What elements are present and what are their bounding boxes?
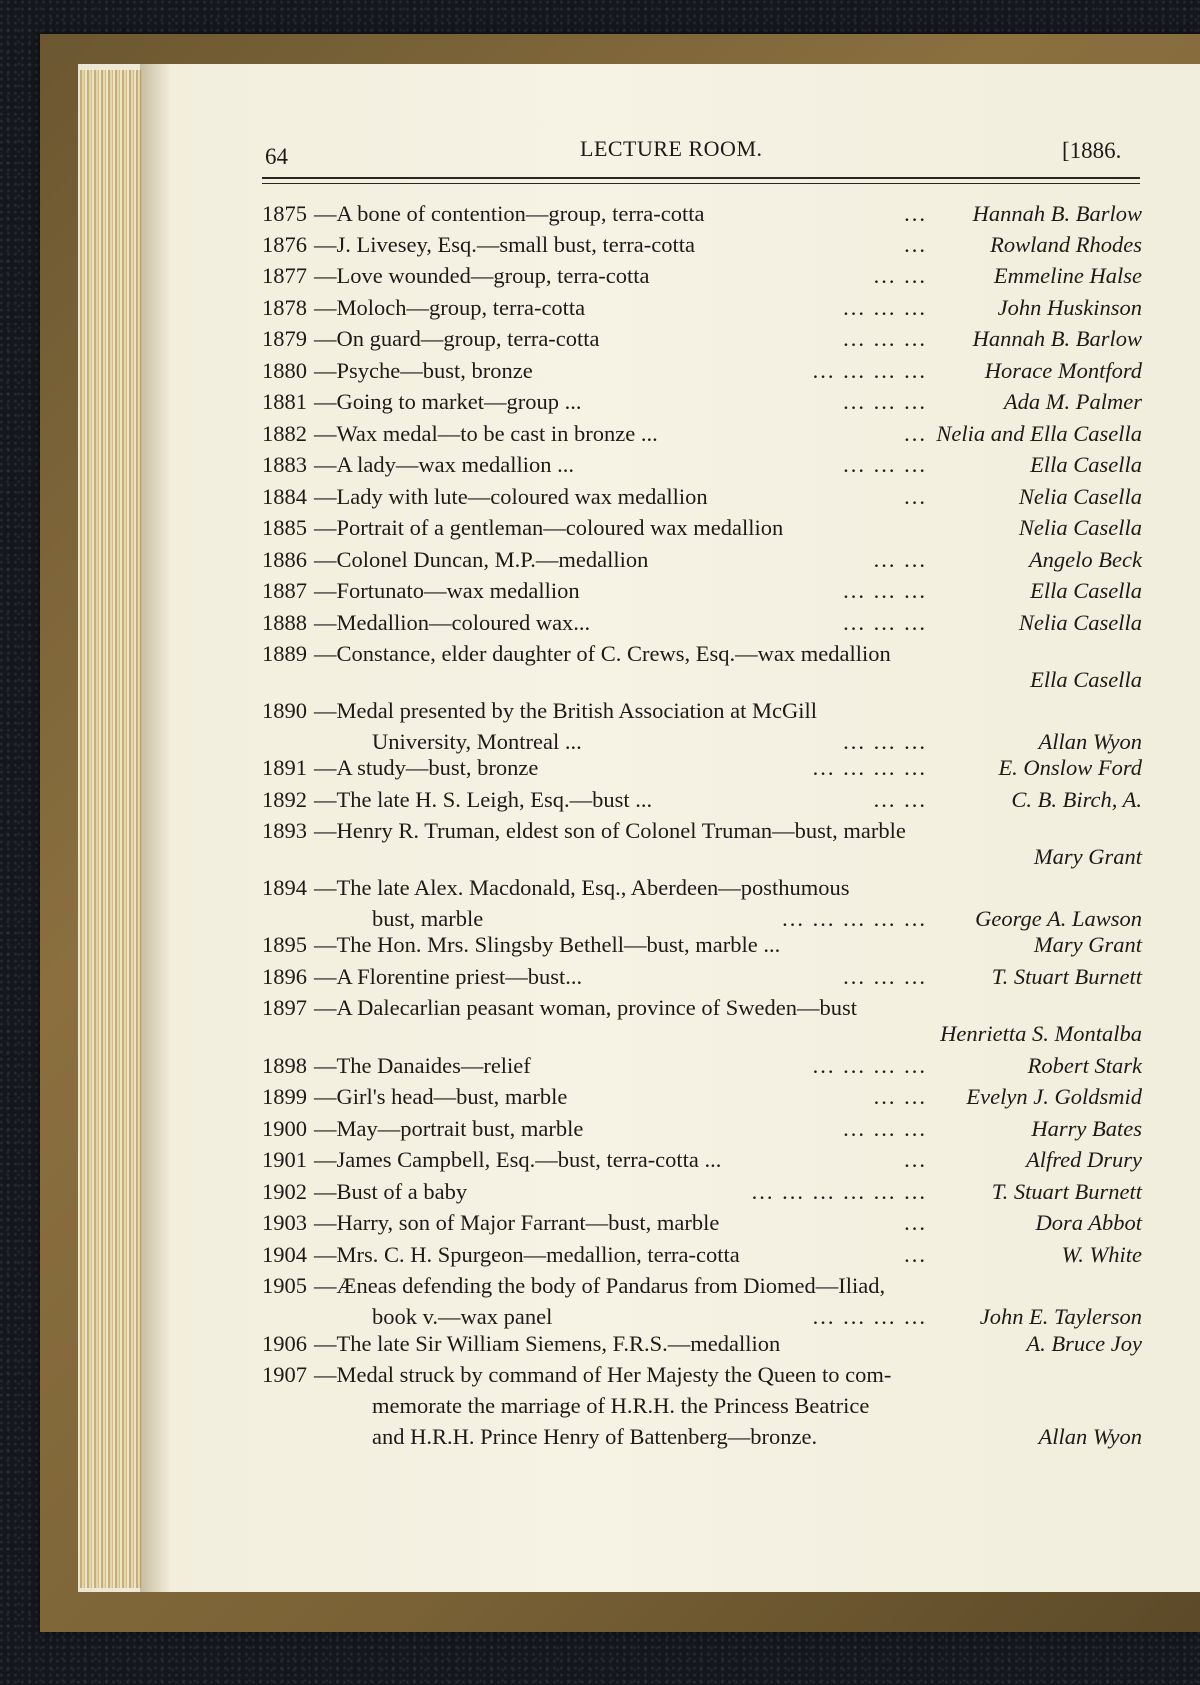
leader-dots: ... (904, 1147, 927, 1172)
entry-number: 1888 (262, 610, 307, 635)
catalogue-entry (262, 752, 1142, 783)
artist-name: Ella Casella (1030, 667, 1142, 692)
leader-dots: ... ... ... ... (812, 1304, 927, 1329)
entry-title: —Medallion—coloured wax... (314, 610, 591, 635)
artist-name: A. Bruce Joy (1026, 1331, 1142, 1356)
artist-name: Hannah B. Barlow (972, 326, 1142, 351)
artist-name: Horace Montford (984, 358, 1142, 383)
entry-number: 1879 (262, 326, 307, 351)
entry-number: 1900 (262, 1116, 307, 1141)
leader-dots: ... (904, 232, 927, 257)
entry-title-continued: memorate the marriage of H.R.H. the Princess Beatrice (372, 1393, 870, 1418)
artist-name: Robert Stark (1027, 1053, 1142, 1078)
entry-number: 1883 (262, 452, 307, 477)
leader-dots: ... (904, 421, 927, 446)
entry-title: —Fortunato—wax medallion (314, 578, 580, 603)
entry-number: 1901 (262, 1147, 307, 1172)
artist-name: Hannah B. Barlow (972, 201, 1142, 226)
entry-title: —Bust of a baby (314, 1179, 468, 1204)
catalogue-entry (262, 1207, 1142, 1238)
catalogue-entry (262, 929, 1142, 960)
artist-name: Mary Grant (1033, 844, 1142, 869)
entry-title: —Psyche—bust, bronze (314, 358, 533, 383)
leader-dots: ... ... ... ... (812, 755, 927, 780)
catalogue-entry (262, 512, 1142, 543)
entry-title: —Lady with lute—coloured wax medallion (314, 484, 708, 509)
entry-number: 1896 (262, 964, 307, 989)
catalogue-entry (262, 638, 1142, 695)
catalogue-entry (262, 1270, 1142, 1332)
leader-dots: ... ... (873, 787, 927, 812)
catalogue-entry (262, 872, 1142, 934)
entry-title-continued: and H.R.H. Prince Henry of Battenberg—bronze. (372, 1424, 818, 1449)
entry-number: 1887 (262, 578, 307, 603)
entry-number: 1878 (262, 295, 307, 320)
artist-name: John Huskinson (997, 295, 1142, 320)
entry-title: —A Dalecarlian peasant woman, province of Sweden—bust (314, 995, 857, 1020)
entry-title: —A lady—wax medallion ... (314, 452, 574, 477)
leader-dots: ... ... ... (843, 452, 927, 477)
entry-title-continued: University, Montreal ... (372, 729, 582, 754)
leader-dots: ... ... (873, 263, 927, 288)
running-title: LECTURE ROOM. (580, 136, 763, 161)
artist-name: Nelia Casella (1018, 610, 1142, 635)
catalogue-entry (262, 1359, 1142, 1452)
entry-title: —J. Livesey, Esq.—small bust, terra-cotta (314, 232, 695, 257)
leader-dots: ... ... (873, 547, 927, 572)
entry-title-continued: book v.—wax panel (372, 1304, 553, 1329)
entry-number: 1899 (262, 1084, 307, 1109)
entry-number: 1882 (262, 421, 307, 446)
leader-dots: ... ... ... (843, 1116, 927, 1141)
entry-title: —James Campbell, Esq.—bust, terra-cotta ... (314, 1147, 722, 1172)
entry-title: —The late H. S. Leigh, Esq.—bust ... (314, 787, 653, 812)
entry-number: 1907 (262, 1362, 307, 1387)
entry-title: —Harry, son of Major Farrant—bust, marble (314, 1210, 720, 1235)
artist-name: E. Onslow Ford (998, 755, 1142, 780)
catalogue-entry (262, 1176, 1142, 1207)
catalogue-entry (262, 198, 1142, 229)
artist-name: Ada M. Palmer (1003, 389, 1142, 414)
catalogue-entry (262, 992, 1142, 1049)
entry-number: 1898 (262, 1053, 307, 1078)
leader-dots: ... ... (873, 1084, 927, 1109)
artist-name: Angelo Beck (1028, 547, 1142, 572)
artist-name: Alfred Drury (1025, 1147, 1142, 1172)
catalogue-entry (262, 481, 1142, 512)
catalogue-entry (262, 784, 1142, 815)
catalogue-entry (262, 1113, 1142, 1144)
entry-title: —May—portrait bust, marble (314, 1116, 584, 1141)
entry-number: 1877 (262, 263, 307, 288)
artist-name: Emmeline Halse (993, 263, 1142, 288)
catalogue-entry (262, 260, 1142, 291)
entry-title: —A bone of contention—group, terra-cotta (314, 201, 705, 226)
entry-title: —Wax medal—to be cast in bronze ... (314, 421, 658, 446)
entry-title: —Henry R. Truman, eldest son of Colonel Truman—bust, marble (314, 818, 906, 843)
entry-title: —Medal struck by command of Her Majesty the Queen to com- (314, 1362, 892, 1387)
entry-number: 1892 (262, 787, 307, 812)
artist-name: Nelia and Ella Casella (936, 421, 1142, 446)
entry-number: 1906 (262, 1331, 307, 1356)
entry-title: —Portrait of a gentleman—coloured wax medallion (314, 515, 784, 540)
entry-title: —Æneas defending the body of Pandarus from Diomed—Iliad, (314, 1273, 886, 1298)
artist-name: Henrietta S. Montalba (940, 1021, 1142, 1046)
artist-name: John E. Taylerson (979, 1304, 1142, 1329)
catalogue-entry (262, 815, 1142, 872)
artist-name: Rowland Rhodes (990, 232, 1142, 257)
artist-name: Nelia Casella (1018, 515, 1142, 540)
leader-dots: ... ... ... ... ... ... (751, 1179, 927, 1204)
catalogue-entry (262, 229, 1142, 260)
entry-number: 1876 (262, 232, 307, 257)
page-number: 64 (265, 144, 288, 169)
artist-name: Allan Wyon (1038, 1424, 1142, 1449)
artist-name: Evelyn J. Goldsmid (966, 1084, 1142, 1109)
leader-dots: ... (904, 1210, 927, 1235)
catalogue-entry (262, 386, 1142, 417)
leader-dots: ... ... ... (843, 610, 927, 635)
artist-name: Mary Grant (1033, 932, 1142, 957)
entry-title: —Mrs. C. H. Spurgeon—medallion, terra-cotta (314, 1242, 740, 1267)
leader-dots: ... ... ... ... ... (782, 906, 927, 931)
entry-number: 1893 (262, 818, 307, 843)
artist-name: Ella Casella (1030, 578, 1142, 603)
catalogue-entry (262, 575, 1142, 606)
artist-name: George A. Lawson (975, 906, 1142, 931)
artist-name: Dora Abbot (1035, 1210, 1142, 1235)
entry-title: —Medal presented by the British Association at McGill (314, 698, 818, 723)
artist-name: T. Stuart Burnett (991, 964, 1142, 989)
catalogue-entry (262, 449, 1142, 480)
leader-dots: ... ... ... (843, 729, 927, 754)
leader-dots: ... ... ... (843, 964, 927, 989)
leader-dots: ... (904, 1242, 927, 1267)
catalogue-entry (262, 323, 1142, 354)
entry-number: 1895 (262, 932, 307, 957)
catalogue-entry (262, 292, 1142, 323)
entry-title: —A Florentine priest—bust... (314, 964, 583, 989)
entry-number: 1905 (262, 1273, 307, 1298)
entry-title: —Constance, elder daughter of C. Crews, Esq.—wax medallion (314, 641, 891, 666)
entry-number: 1904 (262, 1242, 307, 1267)
artist-name: Harry Bates (1031, 1116, 1142, 1141)
entry-title: —A study—bust, bronze (314, 755, 539, 780)
catalogue-entry (262, 1328, 1142, 1359)
catalogue-entry (262, 1144, 1142, 1175)
entry-title: —Girl's head—bust, marble (314, 1084, 568, 1109)
entry-title: —The Danaides—relief (314, 1053, 531, 1078)
entry-number: 1886 (262, 547, 307, 572)
entry-number: 1897 (262, 995, 307, 1020)
catalogue-entry (262, 544, 1142, 575)
entry-title-continued: bust, marble (372, 906, 484, 931)
leader-dots: ... ... ... ... (812, 358, 927, 383)
entry-number: 1881 (262, 389, 307, 414)
leader-dots: ... ... ... (843, 389, 927, 414)
entry-title: —Moloch—group, terra-cotta (314, 295, 586, 320)
artist-name: C. B. Birch, A. (1011, 787, 1142, 812)
catalogue-entry (262, 607, 1142, 638)
entry-title: —The Hon. Mrs. Slingsby Bethell—bust, marble ... (314, 932, 781, 957)
leader-dots: ... ... ... (843, 326, 927, 351)
leader-dots: ... (904, 484, 927, 509)
catalogue-entry (262, 1050, 1142, 1081)
entry-number: 1884 (262, 484, 307, 509)
entry-title: —The late Sir William Siemens, F.R.S.—medallion (314, 1331, 781, 1356)
entry-title: —The late Alex. Macdonald, Esq., Aberdeen—posthumous (314, 875, 850, 900)
catalogue-entry (262, 1239, 1142, 1270)
catalogue-entry (262, 695, 1142, 757)
catalogue-entry (262, 355, 1142, 386)
entry-number: 1903 (262, 1210, 307, 1235)
leader-dots: ... ... ... ... (812, 1053, 927, 1078)
artist-name: T. Stuart Burnett (991, 1179, 1142, 1204)
artist-name: Nelia Casella (1018, 484, 1142, 509)
entry-title: —Colonel Duncan, M.P.—medallion (314, 547, 649, 572)
leader-dots: ... (904, 201, 927, 226)
catalogue-entry (262, 418, 1142, 449)
entry-title: —Love wounded—group, terra-cotta (314, 263, 650, 288)
header-year: [1886. (1062, 138, 1122, 163)
artist-name: W. White (1061, 1242, 1142, 1267)
entry-number: 1894 (262, 875, 307, 900)
entry-number: 1875 (262, 201, 307, 226)
entry-number: 1880 (262, 358, 307, 383)
entry-number: 1885 (262, 515, 307, 540)
leader-dots: ... ... ... (843, 578, 927, 603)
artist-name: Ella Casella (1030, 452, 1142, 477)
entry-number: 1890 (262, 698, 307, 723)
catalogue-entry (262, 1081, 1142, 1112)
entry-number: 1891 (262, 755, 307, 780)
entry-number: 1889 (262, 641, 307, 666)
entry-title: —On guard—group, terra-cotta (314, 326, 600, 351)
entry-title: —Going to market—group ... (314, 389, 582, 414)
entry-number: 1902 (262, 1179, 307, 1204)
catalogue-entry (262, 961, 1142, 992)
leader-dots: ... ... ... (843, 295, 927, 320)
artist-name: Allan Wyon (1038, 729, 1142, 754)
